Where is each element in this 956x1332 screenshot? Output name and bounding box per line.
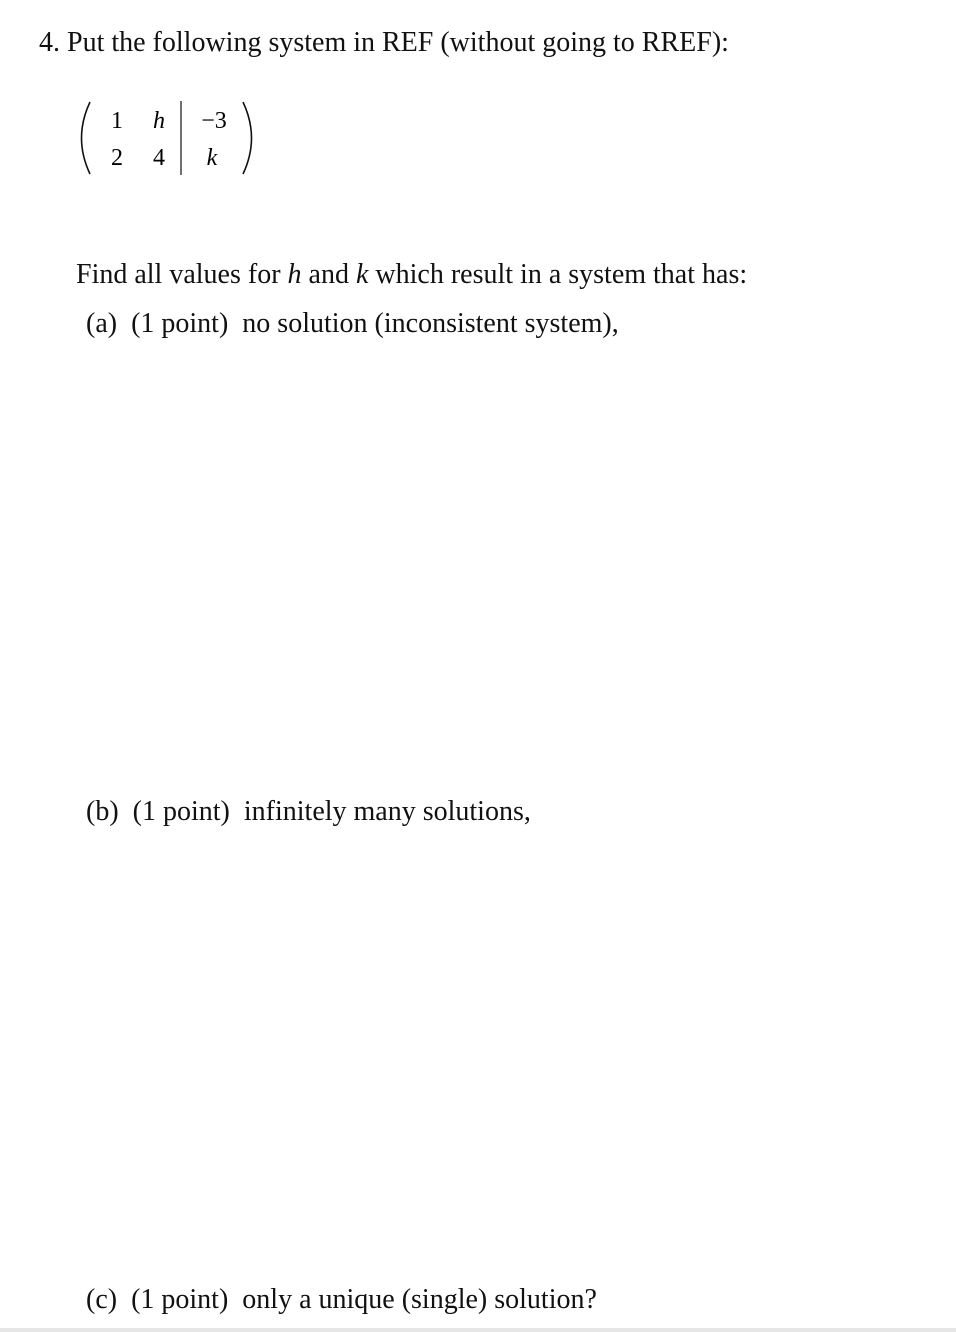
augmented-matrix (70, 96, 270, 180)
part-c-text: only a unique (single) solution? (242, 1284, 597, 1315)
instruction-start: Find all values for (76, 259, 281, 290)
matrix-cell-2-2: 4 (153, 145, 165, 171)
problem-heading-text: Put the following system in REF (without going to RREF): (67, 27, 729, 58)
part-c-label: (c) (86, 1284, 118, 1315)
matrix-cell-1-1: 1 (111, 108, 123, 134)
part-a (86, 307, 619, 341)
part-a-points: (1 point) (131, 308, 229, 339)
part-c (86, 1283, 597, 1317)
instruction-and: and (308, 259, 349, 290)
page-bottom-edge (0, 1328, 956, 1332)
part-c-points: (1 point) (131, 1284, 229, 1315)
part-b-label: (b) (86, 796, 119, 827)
matrix-cell-1-3: −3 (201, 108, 227, 134)
problem-heading (39, 26, 729, 60)
variable-k: k (355, 259, 369, 290)
part-b (86, 795, 531, 829)
right-paren (243, 102, 252, 174)
part-b-points: (1 point) (132, 796, 230, 827)
part-a-label: (a) (86, 308, 118, 339)
matrix-cell-1-2: h (153, 108, 165, 134)
part-a-text: no solution (inconsistent system), (242, 308, 619, 339)
part-b-text: infinitely many solutions, (243, 796, 531, 827)
left-paren (82, 102, 91, 174)
variable-h: h (287, 259, 302, 290)
instruction-end: which result in a system that has: (375, 259, 748, 290)
matrix-cell-2-1: 2 (111, 145, 123, 171)
find-instruction (76, 258, 747, 292)
problem-number: 4. (39, 27, 60, 58)
matrix-cell-2-3: k (206, 145, 218, 171)
